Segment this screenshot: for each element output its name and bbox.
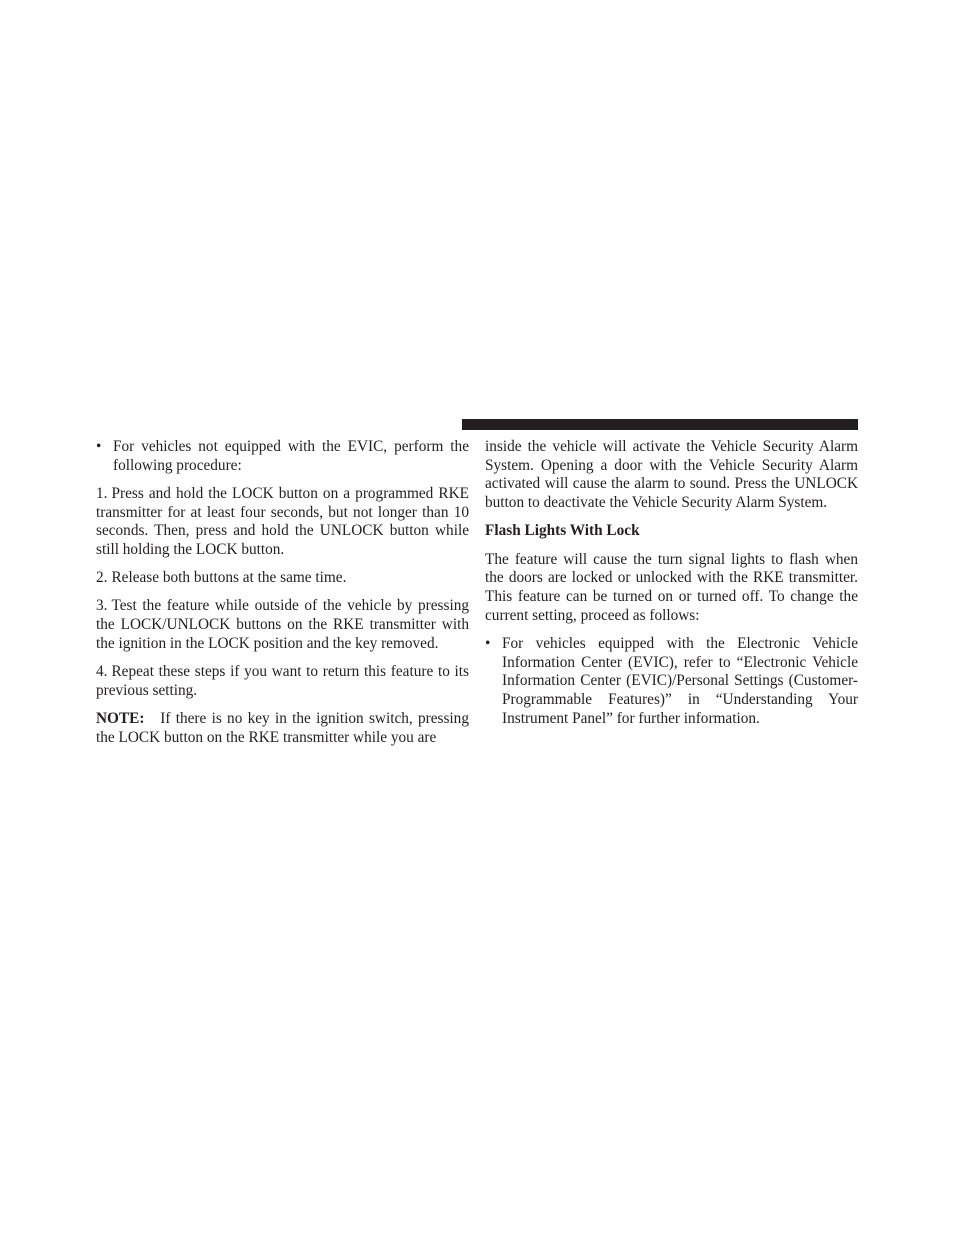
note-paragraph (96, 710, 469, 747)
list-item (96, 438, 469, 475)
step-number: 2. (96, 569, 108, 587)
note-text: If there is no key in the ignition switch, pressing the LOCK button on the RKE transmitter while you are (96, 709, 469, 746)
body-paragraph: The feature will cause the turn signal lights to flash when the doors are locked or unlocked with the RKE transmitter. This feature can be turned on or turned off. To change the current setting, proceed as follows: (485, 550, 858, 624)
step-text: Release both buttons at the same time. (111, 569, 347, 587)
step-1 (96, 485, 469, 560)
continuation-paragraph: inside the vehicle will activate the Vehicle Security Alarm System. Opening a door with the Vehicle Security Alarm activated will cause the alarm to sound. Press the UNLOCK button to deactivate the Vehicle Security Alarm System. (485, 438, 858, 512)
left-column (96, 438, 469, 747)
bullet-icon: • (485, 634, 491, 652)
step-2 (96, 569, 469, 588)
bullet-text: For vehicles equipped with the Electronic Vehicle Information Center (EVIC), refer to “Electronic Vehicle Information Center (EVIC)/Personal Settings (Customer-Programmable Features)” in “Understanding Your Instrument Panel” for further information. (502, 634, 858, 727)
list-item (485, 635, 858, 729)
step-4 (96, 663, 469, 700)
step-number: 4. (96, 663, 108, 681)
bullet-icon: • (96, 438, 102, 455)
section-header-bar (462, 419, 858, 430)
right-column (485, 438, 858, 738)
step-number: 1. (96, 484, 108, 502)
step-number: 3. (96, 597, 108, 615)
bullet-text: For vehicles not equipped with the EVIC, perform the following procedure: (113, 438, 469, 474)
step-text: Repeat these steps if you want to return this feature to its previous setting. (96, 663, 469, 699)
step-3 (96, 597, 469, 653)
note-label: NOTE: (96, 709, 145, 727)
section-heading: Flash Lights With Lock (485, 522, 640, 540)
step-text: Press and hold the LOCK button on a programmed RKE transmitter for at least four seconds, but not longer than 10 seconds. Then, press and hold the UNLOCK button while still holding the LOCK button. (96, 484, 469, 559)
step-text: Test the feature while outside of the vehicle by pressing the LOCK/UNLOCK buttons on the RKE transmitter with the ignition in the LOCK position and the key removed. (96, 597, 469, 652)
